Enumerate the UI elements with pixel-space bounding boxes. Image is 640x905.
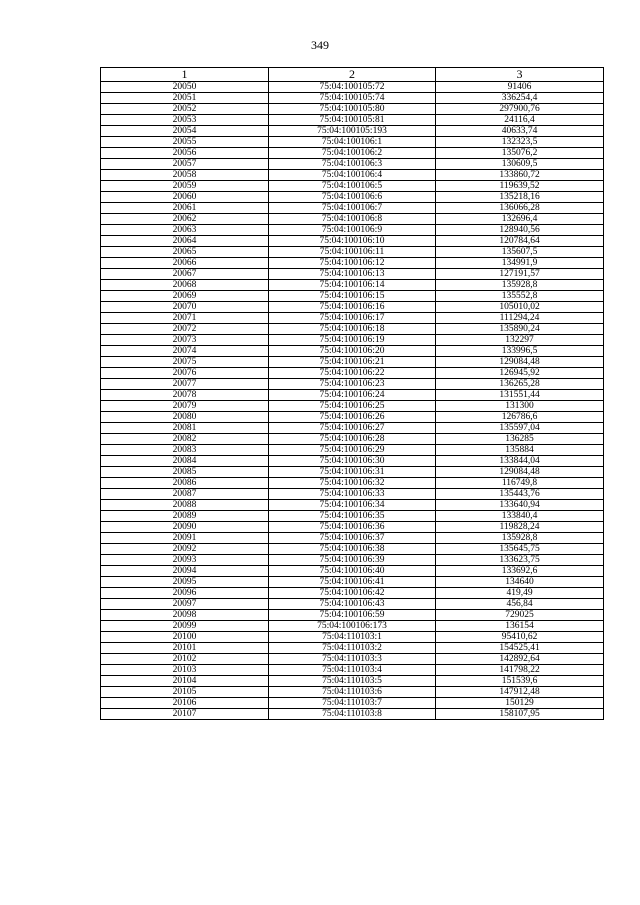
value-cell: 91406 xyxy=(436,82,604,93)
cadastral-number-cell: 75:04:100106:8 xyxy=(269,214,436,225)
row-number-cell: 20083 xyxy=(101,445,269,456)
column-header-1: 1 xyxy=(101,68,269,82)
row-number-cell: 20096 xyxy=(101,588,269,599)
cadastral-number-cell: 75:04:100106:17 xyxy=(269,313,436,324)
value-cell: 133840,4 xyxy=(436,511,604,522)
cadastral-number-cell: 75:04:100106:37 xyxy=(269,533,436,544)
row-number-cell: 20053 xyxy=(101,115,269,126)
value-cell: 132696,4 xyxy=(436,214,604,225)
table-row xyxy=(101,577,604,588)
table-row xyxy=(101,170,604,181)
cadastral-number-cell: 75:04:100106:12 xyxy=(269,258,436,269)
value-cell: 136066,28 xyxy=(436,203,604,214)
table-row xyxy=(101,412,604,423)
cadastral-number-cell: 75:04:100106:40 xyxy=(269,566,436,577)
table-row xyxy=(101,566,604,577)
cadastral-number-cell: 75:04:100106:36 xyxy=(269,522,436,533)
table-row xyxy=(101,159,604,170)
cadastral-number-cell: 75:04:100105:193 xyxy=(269,126,436,137)
table-row xyxy=(101,214,604,225)
value-cell: 154525,41 xyxy=(436,643,604,654)
table-row xyxy=(101,621,604,632)
value-cell: 136285 xyxy=(436,434,604,445)
table-row xyxy=(101,632,604,643)
table-row xyxy=(101,368,604,379)
table-row xyxy=(101,687,604,698)
row-number-cell: 20061 xyxy=(101,203,269,214)
value-cell: 141798,22 xyxy=(436,665,604,676)
cadastral-number-cell: 75:04:100106:43 xyxy=(269,599,436,610)
row-number-cell: 20065 xyxy=(101,247,269,258)
table-row xyxy=(101,511,604,522)
value-cell: 24116,4 xyxy=(436,115,604,126)
row-number-cell: 20050 xyxy=(101,82,269,93)
cadastral-number-cell: 75:04:100106:11 xyxy=(269,247,436,258)
cadastral-number-cell: 75:04:100106:7 xyxy=(269,203,436,214)
cadastral-number-cell: 75:04:100106:5 xyxy=(269,181,436,192)
value-cell: 128940,56 xyxy=(436,225,604,236)
value-cell: 111294,24 xyxy=(436,313,604,324)
value-cell: 132323,5 xyxy=(436,137,604,148)
row-number-cell: 20051 xyxy=(101,93,269,104)
cadastral-number-cell: 75:04:100106:3 xyxy=(269,159,436,170)
value-cell: 135928,8 xyxy=(436,533,604,544)
cadastral-number-cell: 75:04:100106:38 xyxy=(269,544,436,555)
table-row xyxy=(101,445,604,456)
table-row xyxy=(101,390,604,401)
row-number-cell: 20052 xyxy=(101,104,269,115)
row-number-cell: 20077 xyxy=(101,379,269,390)
cadastral-number-cell: 75:04:100106:18 xyxy=(269,324,436,335)
row-number-cell: 20091 xyxy=(101,533,269,544)
row-number-cell: 20084 xyxy=(101,456,269,467)
value-cell: 135597,04 xyxy=(436,423,604,434)
cadastral-number-cell: 75:04:100105:80 xyxy=(269,104,436,115)
row-number-cell: 20090 xyxy=(101,522,269,533)
row-number-cell: 20094 xyxy=(101,566,269,577)
value-cell: 126786,6 xyxy=(436,412,604,423)
column-header-3: 3 xyxy=(436,68,604,82)
value-cell: 40633,74 xyxy=(436,126,604,137)
column-header-2: 2 xyxy=(269,68,436,82)
value-cell: 133692,6 xyxy=(436,566,604,577)
value-cell: 135890,24 xyxy=(436,324,604,335)
row-number-cell: 20082 xyxy=(101,434,269,445)
row-number-cell: 20099 xyxy=(101,621,269,632)
table-row xyxy=(101,335,604,346)
cadastral-number-cell: 75:04:100106:10 xyxy=(269,236,436,247)
page-number: 349 xyxy=(311,38,329,52)
value-cell: 129084,48 xyxy=(436,467,604,478)
row-number-cell: 20070 xyxy=(101,302,269,313)
table-row xyxy=(101,291,604,302)
table-row xyxy=(101,126,604,137)
row-number-cell: 20103 xyxy=(101,665,269,676)
value-cell: 95410,62 xyxy=(436,632,604,643)
value-cell: 419,49 xyxy=(436,588,604,599)
value-cell: 105010,02 xyxy=(436,302,604,313)
table-row xyxy=(101,467,604,478)
row-number-cell: 20107 xyxy=(101,709,269,720)
table-row xyxy=(101,610,604,621)
cadastral-number-cell: 75:04:110103:1 xyxy=(269,632,436,643)
value-cell: 151539,6 xyxy=(436,676,604,687)
table-row xyxy=(101,181,604,192)
cadastral-number-cell: 75:04:100106:19 xyxy=(269,335,436,346)
row-number-cell: 20066 xyxy=(101,258,269,269)
value-cell: 336254,4 xyxy=(436,93,604,104)
cadastral-number-cell: 75:04:100106:26 xyxy=(269,412,436,423)
value-cell: 119639,52 xyxy=(436,181,604,192)
cadastral-number-cell: 75:04:100106:20 xyxy=(269,346,436,357)
value-cell: 116749,8 xyxy=(436,478,604,489)
row-number-cell: 20056 xyxy=(101,148,269,159)
cadastral-number-cell: 75:04:100106:22 xyxy=(269,368,436,379)
row-number-cell: 20054 xyxy=(101,126,269,137)
row-number-cell: 20081 xyxy=(101,423,269,434)
row-number-cell: 20101 xyxy=(101,643,269,654)
table-row xyxy=(101,346,604,357)
table-row xyxy=(101,302,604,313)
table-body xyxy=(101,82,604,720)
value-cell: 158107,95 xyxy=(436,709,604,720)
value-cell: 133640,94 xyxy=(436,500,604,511)
row-number-cell: 20075 xyxy=(101,357,269,368)
row-number-cell: 20062 xyxy=(101,214,269,225)
table-row xyxy=(101,544,604,555)
value-cell: 147912,48 xyxy=(436,687,604,698)
row-number-cell: 20078 xyxy=(101,390,269,401)
cadastral-number-cell: 75:04:100105:74 xyxy=(269,93,436,104)
row-number-cell: 20067 xyxy=(101,269,269,280)
table-row xyxy=(101,588,604,599)
row-number-cell: 20060 xyxy=(101,192,269,203)
value-cell: 131300 xyxy=(436,401,604,412)
row-number-cell: 20089 xyxy=(101,511,269,522)
value-cell: 133860,72 xyxy=(436,170,604,181)
value-cell: 135645,75 xyxy=(436,544,604,555)
value-cell: 134640 xyxy=(436,577,604,588)
row-number-cell: 20087 xyxy=(101,489,269,500)
cadastral-number-cell: 75:04:100106:25 xyxy=(269,401,436,412)
row-number-cell: 20063 xyxy=(101,225,269,236)
cadastral-number-cell: 75:04:100106:9 xyxy=(269,225,436,236)
table-row xyxy=(101,489,604,500)
table-row xyxy=(101,698,604,709)
value-cell: 129084,48 xyxy=(436,357,604,368)
table-row xyxy=(101,423,604,434)
cadastral-number-cell: 75:04:110103:7 xyxy=(269,698,436,709)
table-row xyxy=(101,192,604,203)
row-number-cell: 20064 xyxy=(101,236,269,247)
table-row xyxy=(101,115,604,126)
value-cell: 133844,04 xyxy=(436,456,604,467)
table-row xyxy=(101,324,604,335)
table-row xyxy=(101,401,604,412)
row-number-cell: 20076 xyxy=(101,368,269,379)
table-row xyxy=(101,148,604,159)
value-cell: 134991,9 xyxy=(436,258,604,269)
table-row xyxy=(101,357,604,368)
value-cell: 127191,57 xyxy=(436,269,604,280)
table-row xyxy=(101,665,604,676)
row-number-cell: 20092 xyxy=(101,544,269,555)
row-number-cell: 20080 xyxy=(101,412,269,423)
value-cell: 131551,44 xyxy=(436,390,604,401)
cadastral-number-cell: 75:04:110103:6 xyxy=(269,687,436,698)
value-cell: 126945,92 xyxy=(436,368,604,379)
table-row xyxy=(101,522,604,533)
cadastral-number-cell: 75:04:100106:42 xyxy=(269,588,436,599)
value-cell: 135607,5 xyxy=(436,247,604,258)
table-row xyxy=(101,500,604,511)
data-table xyxy=(100,67,604,720)
table-row xyxy=(101,379,604,390)
cadastral-number-cell: 75:04:100106:6 xyxy=(269,192,436,203)
row-number-cell: 20072 xyxy=(101,324,269,335)
table-row xyxy=(101,236,604,247)
value-cell: 132297 xyxy=(436,335,604,346)
cadastral-number-cell: 75:04:100106:4 xyxy=(269,170,436,181)
row-number-cell: 20097 xyxy=(101,599,269,610)
cadastral-number-cell: 75:04:110103:3 xyxy=(269,654,436,665)
row-number-cell: 20088 xyxy=(101,500,269,511)
value-cell: 133996,5 xyxy=(436,346,604,357)
value-cell: 136154 xyxy=(436,621,604,632)
cadastral-number-cell: 75:04:100106:29 xyxy=(269,445,436,456)
row-number-cell: 20055 xyxy=(101,137,269,148)
cadastral-number-cell: 75:04:100106:23 xyxy=(269,379,436,390)
cadastral-number-cell: 75:04:110103:5 xyxy=(269,676,436,687)
cadastral-number-cell: 75:04:100106:39 xyxy=(269,555,436,566)
cadastral-number-cell: 75:04:100106:16 xyxy=(269,302,436,313)
table-row xyxy=(101,247,604,258)
row-number-cell: 20057 xyxy=(101,159,269,170)
table-row xyxy=(101,280,604,291)
cadastral-number-cell: 75:04:110103:4 xyxy=(269,665,436,676)
cadastral-number-cell: 75:04:100106:30 xyxy=(269,456,436,467)
cadastral-number-cell: 75:04:100106:31 xyxy=(269,467,436,478)
row-number-cell: 20071 xyxy=(101,313,269,324)
cadastral-number-cell: 75:04:100105:72 xyxy=(269,82,436,93)
value-cell: 135884 xyxy=(436,445,604,456)
value-cell: 136265,28 xyxy=(436,379,604,390)
table-row xyxy=(101,93,604,104)
cadastral-number-cell: 75:04:100106:35 xyxy=(269,511,436,522)
cadastral-number-cell: 75:04:100106:28 xyxy=(269,434,436,445)
table-row xyxy=(101,599,604,610)
table-row xyxy=(101,533,604,544)
value-cell: 130609,5 xyxy=(436,159,604,170)
row-number-cell: 20104 xyxy=(101,676,269,687)
value-cell: 142892,64 xyxy=(436,654,604,665)
table-row xyxy=(101,203,604,214)
row-number-cell: 20085 xyxy=(101,467,269,478)
value-cell: 135218,16 xyxy=(436,192,604,203)
cadastral-number-cell: 75:04:100106:33 xyxy=(269,489,436,500)
value-cell: 135552,8 xyxy=(436,291,604,302)
table-row xyxy=(101,434,604,445)
row-number-cell: 20079 xyxy=(101,401,269,412)
row-number-cell: 20098 xyxy=(101,610,269,621)
cadastral-number-cell: 75:04:100106:24 xyxy=(269,390,436,401)
value-cell: 135076,2 xyxy=(436,148,604,159)
table-row xyxy=(101,137,604,148)
cadastral-number-cell: 75:04:100106:2 xyxy=(269,148,436,159)
table-row xyxy=(101,258,604,269)
table-row xyxy=(101,654,604,665)
row-number-cell: 20105 xyxy=(101,687,269,698)
row-number-cell: 20073 xyxy=(101,335,269,346)
cadastral-number-cell: 75:04:100106:173 xyxy=(269,621,436,632)
table-row xyxy=(101,643,604,654)
value-cell: 135928,8 xyxy=(436,280,604,291)
row-number-cell: 20058 xyxy=(101,170,269,181)
cadastral-number-cell: 75:04:100106:59 xyxy=(269,610,436,621)
value-cell: 133623,75 xyxy=(436,555,604,566)
row-number-cell: 20086 xyxy=(101,478,269,489)
cadastral-number-cell: 75:04:100106:14 xyxy=(269,280,436,291)
table-row xyxy=(101,82,604,93)
table-header-row xyxy=(101,68,604,82)
row-number-cell: 20074 xyxy=(101,346,269,357)
value-cell: 119828,24 xyxy=(436,522,604,533)
table-row xyxy=(101,225,604,236)
row-number-cell: 20100 xyxy=(101,632,269,643)
cadastral-number-cell: 75:04:110103:8 xyxy=(269,709,436,720)
value-cell: 729025 xyxy=(436,610,604,621)
cadastral-number-cell: 75:04:100106:13 xyxy=(269,269,436,280)
cadastral-number-cell: 75:04:100106:21 xyxy=(269,357,436,368)
cadastral-number-cell: 75:04:100106:41 xyxy=(269,577,436,588)
value-cell: 135443,76 xyxy=(436,489,604,500)
table-row xyxy=(101,676,604,687)
cadastral-number-cell: 75:04:100106:27 xyxy=(269,423,436,434)
row-number-cell: 20059 xyxy=(101,181,269,192)
row-number-cell: 20093 xyxy=(101,555,269,566)
table-row xyxy=(101,104,604,115)
value-cell: 297900,76 xyxy=(436,104,604,115)
cadastral-number-cell: 75:04:100106:1 xyxy=(269,137,436,148)
table-row xyxy=(101,478,604,489)
row-number-cell: 20095 xyxy=(101,577,269,588)
cadastral-number-cell: 75:04:100106:32 xyxy=(269,478,436,489)
cadastral-number-cell: 75:04:100105:81 xyxy=(269,115,436,126)
cadastral-number-cell: 75:04:110103:2 xyxy=(269,643,436,654)
table-row xyxy=(101,709,604,720)
cadastral-number-cell: 75:04:100106:15 xyxy=(269,291,436,302)
row-number-cell: 20069 xyxy=(101,291,269,302)
cadastral-number-cell: 75:04:100106:34 xyxy=(269,500,436,511)
table-row xyxy=(101,456,604,467)
table-row xyxy=(101,269,604,280)
value-cell: 120784,64 xyxy=(436,236,604,247)
row-number-cell: 20106 xyxy=(101,698,269,709)
value-cell: 456,84 xyxy=(436,599,604,610)
table-row xyxy=(101,313,604,324)
table-row xyxy=(101,555,604,566)
value-cell: 150129 xyxy=(436,698,604,709)
row-number-cell: 20102 xyxy=(101,654,269,665)
row-number-cell: 20068 xyxy=(101,280,269,291)
